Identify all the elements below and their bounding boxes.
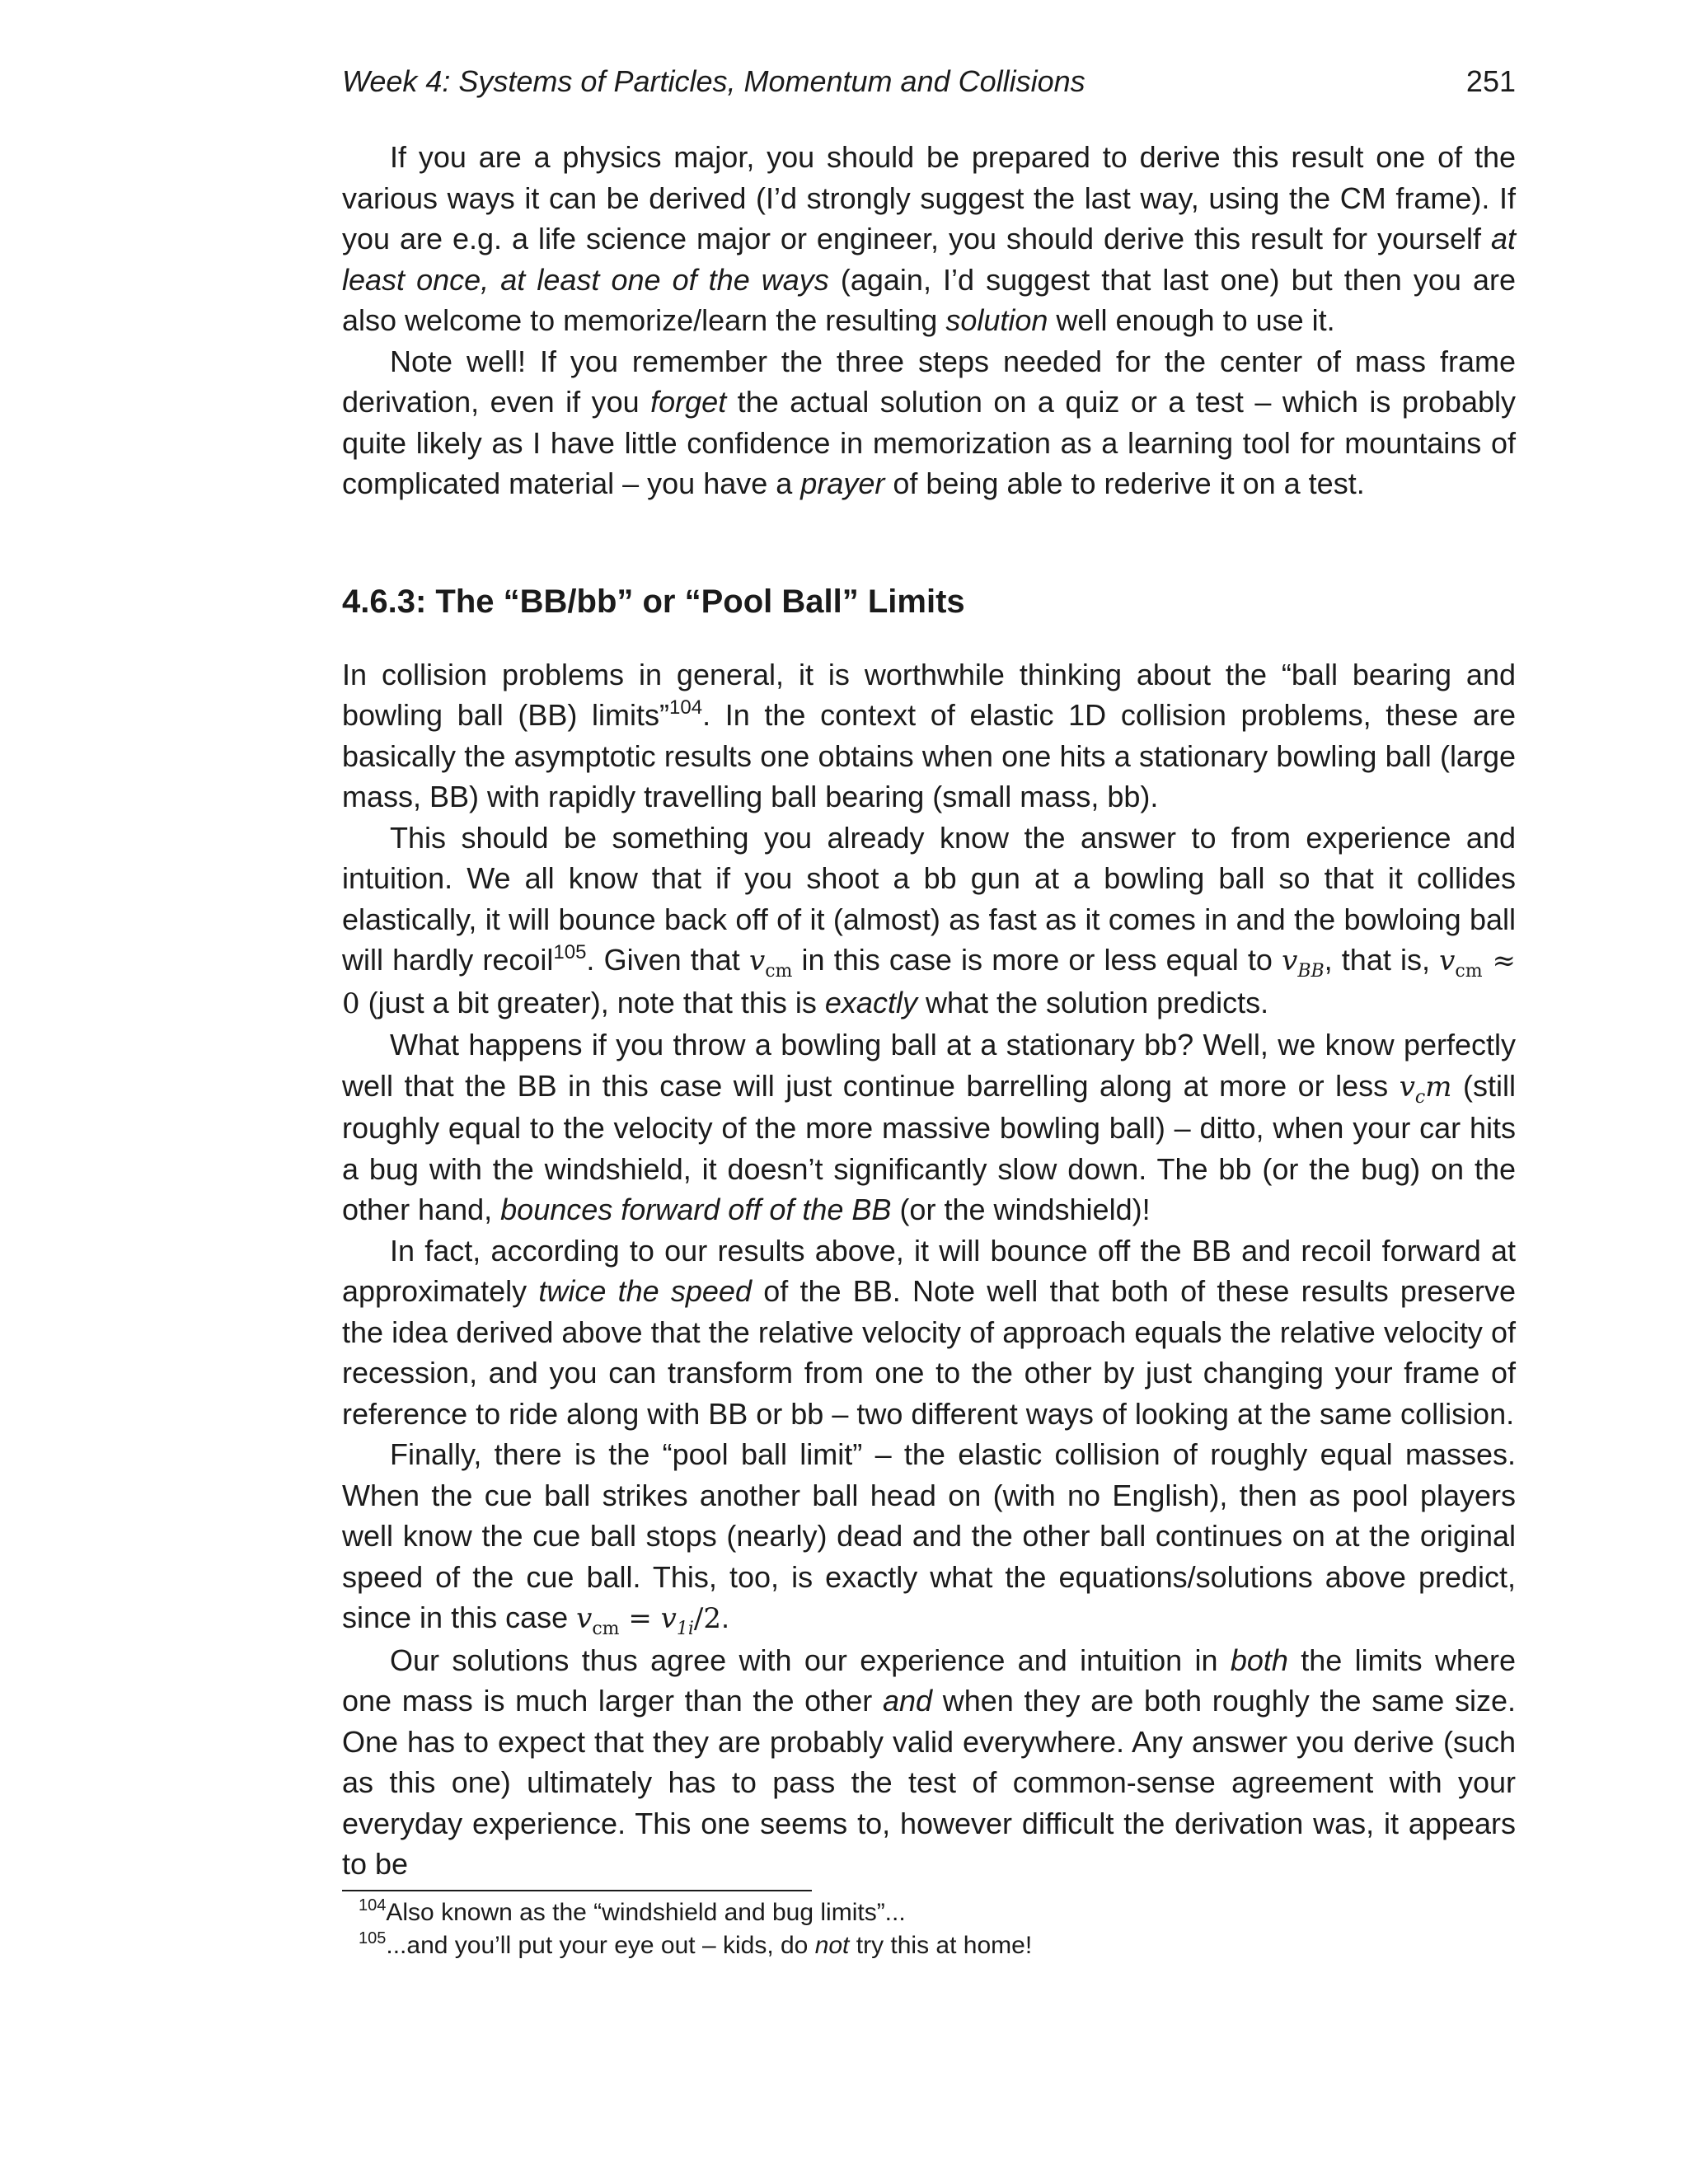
section-paragraph-4: In fact, according to our results above, it will bounce off the BB and recoil forward at approximately twice the speed of the BB. Note well that both of these results preserve the idea derived above that the relative velocity of approach equals the relative velocity of recession, and you can transform from one to the other by just changing your frame of reference to ride along with BB or bb – two different ways of looking at the same collision. xyxy=(342,1233,1516,1431)
footnote-104: $^{104}$Also known as the “windshield and bug limits”... xyxy=(359,1896,906,1926)
footnote-105: $^{105}$...and you’ll put your eye out – kids, do not try this at home! xyxy=(359,1929,1033,1959)
footnote-divider xyxy=(342,1890,812,1891)
section-paragraph-5: Finally, there is the “pool ball limit” – the elastic collision of roughly equal masses. When the cue ball strikes another ball head on (with no English), then as pool players well know the cue ball stops (nearly) dead and the other ball continues on at the original speed of the cue ball. This, too, is exactly what the equations/solutions above predict, since in this case $v_{cm} = v_{1i}/2$. xyxy=(342,1437,1516,1639)
page-number: 251 xyxy=(1465,64,1516,98)
running-title: Week 4: Systems of Particles, Momentum and Collisions xyxy=(342,64,1085,98)
footnote-ref-104[interactable]: 104 xyxy=(669,696,703,719)
footnote-ref-105[interactable]: 105 xyxy=(553,941,587,963)
section-heading: 4.6.3: The “BB/bb” or “Pool Ball” Limits xyxy=(342,583,965,620)
section-paragraph-3: What happens if you throw a bowling ball at a stationary bb? Well, we know perfectly well that the BB in this case will just continue barrelling along at more or less $v_cm$ (still roughly equal to the velocity of the more massive bowling ball) – ditto, when your car hits a bug with the windshield, it doesn’t significantly slow down. The bb (or the bug) on the other hand, bounces forward off of the BB (or the windshield)! xyxy=(342,1028,1516,1226)
intro-paragraph-1: If you are a physics major, you should be prepared to derive this result one of the various ways it can be derived (I’d strongly suggest the last way, using the CM frame). If you are e.g. a life science major or engineer, you should derive this result for yourself at least once, at least one of the ways (again, I’d suggest that last one) but then you are also welcome to memorize/learn the resulting solution well enough to use it. xyxy=(342,140,1516,337)
document-page xyxy=(342,58,1516,1962)
math-v-bb: $v_{BB}$ xyxy=(1282,944,1325,982)
section-paragraph-2: This should be something you already know the answer to from experience and intuition. We all know that if you shoot a bb gun at a bowling ball so that it collides elastically, it will bounce back off of it (almost) as fast as it comes in and the bowloing ball will hardly recoil$^{105}$. Given that $v_{cm}$ in this case is more or less equal to $v_{BB}$, that is, $v_{cm} \approx 0$ (just a bit greater), note that this is exactly what the solution predicts. xyxy=(342,820,1517,1020)
math-v-c-m: $v_cm$ xyxy=(1399,1070,1452,1108)
running-header xyxy=(342,58,1516,105)
math-v-cm-approx-zero: $v_{cm} \approx 0$ xyxy=(342,944,1517,1020)
math-v-cm: $v_{cm}$ xyxy=(748,944,793,982)
section-paragraph-6: Our solutions thus agree with our experience and intuition in both the limits where one mass is much larger than the other and when they are both roughly the same size. One has to expect that they are probably valid everywhere. Any answer you derive (such as this one) ultimately has to pass the test of common-sense agreement with your everyday experience. This one seems to, however difficult the derivation was, it appears to be xyxy=(342,1643,1517,1881)
math-v-cm-equals-v1i-half: $v_{cm} = v_{1i}/2$ xyxy=(576,1602,722,1639)
intro-paragraph-2: Note well! If you remember the three steps needed for the center of mass frame derivation, even if you forget the actual solution on a quiz or a test – which is probably quite likely as I have little confidence in memorization as a learning tool for mountains of complicated material – you have a prayer of being able to rederive it on a test. xyxy=(342,344,1516,500)
footnotes xyxy=(342,1890,1516,1962)
section-paragraph-1: In collision problems in general, it is worthwhile thinking about the “ball bearing and bowling ball (BB) limits”$^{104}$. In the context of elastic 1D collision problems, these are basically the asymptotic results one obtains when one hits a stationary bowling ball (large mass, BB) with rapidly travelling ball bearing (small mass, bb). xyxy=(342,657,1516,813)
